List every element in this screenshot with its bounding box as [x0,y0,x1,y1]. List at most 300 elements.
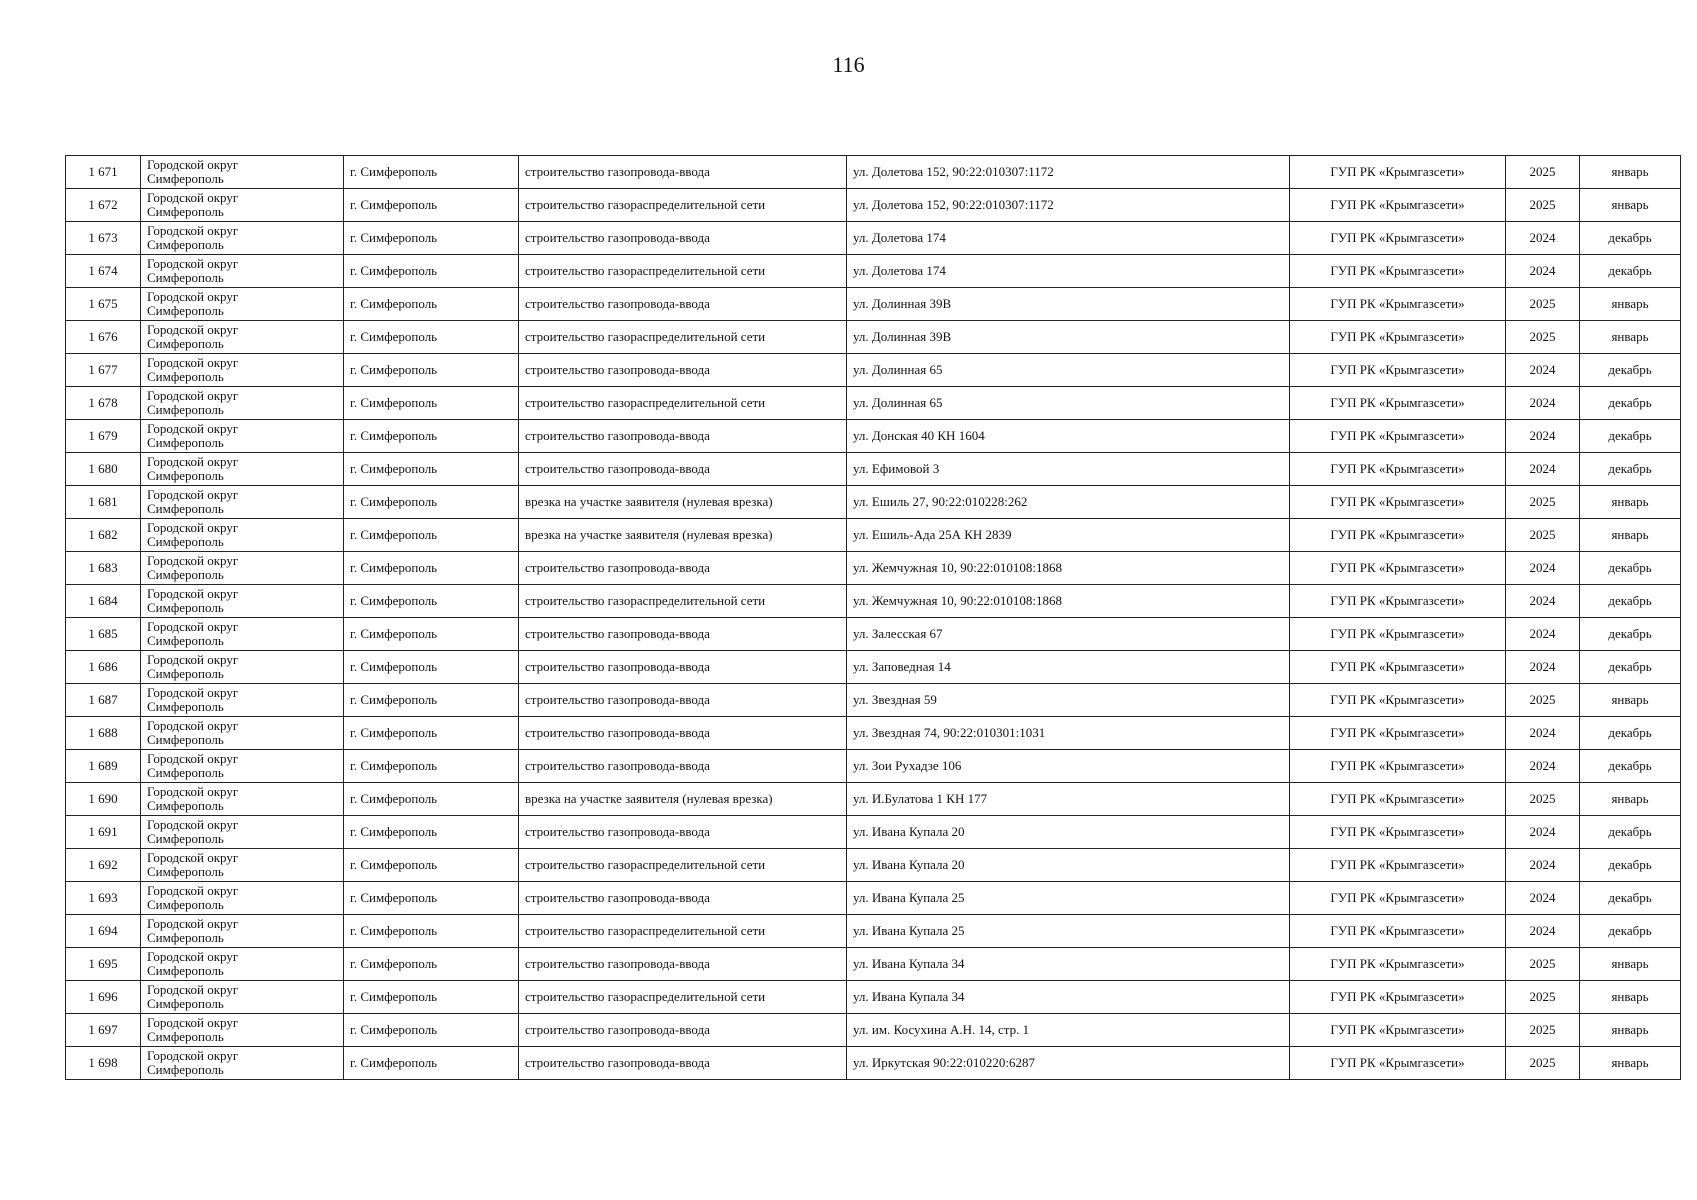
work-type-cell: строительство газопровода-ввода [519,750,847,783]
table-row [66,453,1681,486]
city-cell: г. Симферополь [344,915,519,948]
year-cell: 2024 [1506,420,1580,453]
work-type-cell: строительство газораспределительной сети [519,189,847,222]
row-number: 1 673 [66,222,141,255]
district-cell [141,519,344,552]
district-cell [141,321,344,354]
district-cell [141,552,344,585]
table-row [66,849,1681,882]
month-cell: декабрь [1580,387,1681,420]
year-cell: 2025 [1506,156,1580,189]
table-row [66,552,1681,585]
month-cell: декабрь [1580,552,1681,585]
year-cell: 2024 [1506,915,1580,948]
city-cell: г. Симферополь [344,882,519,915]
city-cell: г. Симферополь [344,783,519,816]
row-number: 1 689 [66,750,141,783]
row-number: 1 693 [66,882,141,915]
month-cell: январь [1580,1014,1681,1047]
organization-cell: ГУП РК «Крымгазсети» [1290,948,1506,981]
district-line: Городской округ [147,421,239,436]
city-cell: г. Симферополь [344,717,519,750]
address-cell: ул. Ивана Купала 20 [847,816,1290,849]
row-number: 1 675 [66,288,141,321]
year-cell: 2024 [1506,618,1580,651]
district-cell [141,717,344,750]
organization-cell: ГУП РК «Крымгазсети» [1290,717,1506,750]
year-cell: 2025 [1506,519,1580,552]
district-line: Симферополь [147,666,224,681]
year-cell: 2025 [1506,288,1580,321]
work-type-cell: строительство газопровода-ввода [519,354,847,387]
year-cell: 2025 [1506,189,1580,222]
organization-cell: ГУП РК «Крымгазсети» [1290,849,1506,882]
work-type-cell: строительство газораспределительной сети [519,981,847,1014]
table-row [66,717,1681,750]
district-line: Симферополь [147,600,224,615]
city-cell: г. Симферополь [344,453,519,486]
district-line: Городской округ [147,256,239,271]
table-row [66,915,1681,948]
district-line: Симферополь [147,930,224,945]
district-line: Симферополь [147,699,224,714]
district-line: Городской округ [147,784,239,799]
city-cell: г. Симферополь [344,486,519,519]
organization-cell: ГУП РК «Крымгазсети» [1290,156,1506,189]
organization-cell: ГУП РК «Крымгазсети» [1290,321,1506,354]
district-cell [141,651,344,684]
city-cell: г. Симферополь [344,387,519,420]
district-cell [141,948,344,981]
row-number: 1 692 [66,849,141,882]
address-cell: ул. Ивана Купала 20 [847,849,1290,882]
work-type-cell: строительство газопровода-ввода [519,420,847,453]
year-cell: 2024 [1506,222,1580,255]
row-number: 1 682 [66,519,141,552]
row-number: 1 694 [66,915,141,948]
year-cell: 2025 [1506,321,1580,354]
year-cell: 2024 [1506,387,1580,420]
district-line: Симферополь [147,336,224,351]
district-line: Симферополь [147,435,224,450]
city-cell: г. Симферополь [344,222,519,255]
district-line: Городской округ [147,289,239,304]
table-row [66,156,1681,189]
month-cell: декабрь [1580,585,1681,618]
district-cell [141,156,344,189]
page-number: 116 [832,52,865,77]
year-cell: 2024 [1506,750,1580,783]
address-cell: ул. Заповедная 14 [847,651,1290,684]
row-number: 1 671 [66,156,141,189]
year-cell: 2025 [1506,684,1580,717]
table-row [66,420,1681,453]
month-cell: декабрь [1580,915,1681,948]
work-type-cell: врезка на участке заявителя (нулевая врезка) [519,519,847,552]
work-type-cell: строительство газопровода-ввода [519,882,847,915]
work-type-cell: строительство газораспределительной сети [519,849,847,882]
organization-cell: ГУП РК «Крымгазсети» [1290,618,1506,651]
district-cell [141,354,344,387]
organization-cell: ГУП РК «Крымгазсети» [1290,255,1506,288]
address-cell: ул. Долетова 174 [847,222,1290,255]
row-number: 1 696 [66,981,141,1014]
work-type-cell: строительство газораспределительной сети [519,255,847,288]
organization-cell: ГУП РК «Крымгазсети» [1290,750,1506,783]
organization-cell: ГУП РК «Крымгазсети» [1290,783,1506,816]
table-row [66,618,1681,651]
month-cell: декабрь [1580,882,1681,915]
district-line: Симферополь [147,501,224,516]
address-cell: ул. Долетова 174 [847,255,1290,288]
work-type-cell: строительство газораспределительной сети [519,915,847,948]
district-line: Городской округ [147,355,239,370]
organization-cell: ГУП РК «Крымгазсети» [1290,882,1506,915]
district-line: Симферополь [147,1029,224,1044]
organization-cell: ГУП РК «Крымгазсети» [1290,486,1506,519]
table-row [66,519,1681,552]
row-number: 1 684 [66,585,141,618]
work-type-cell: строительство газораспределительной сети [519,321,847,354]
address-cell: ул. Долинная 65 [847,354,1290,387]
month-cell: декабрь [1580,255,1681,288]
organization-cell: ГУП РК «Крымгазсети» [1290,816,1506,849]
month-cell: январь [1580,948,1681,981]
city-cell: г. Симферополь [344,1014,519,1047]
row-number: 1 685 [66,618,141,651]
row-number: 1 698 [66,1047,141,1080]
district-cell [141,387,344,420]
city-cell: г. Симферополь [344,684,519,717]
district-line: Симферополь [147,204,224,219]
district-line: Городской округ [147,223,239,238]
address-cell: ул. Ивана Купала 25 [847,915,1290,948]
city-cell: г. Симферополь [344,189,519,222]
district-line: Симферополь [147,996,224,1011]
address-cell: ул. Ивана Купала 34 [847,948,1290,981]
city-cell: г. Симферополь [344,750,519,783]
district-line: Симферополь [147,468,224,483]
month-cell: декабрь [1580,222,1681,255]
year-cell: 2025 [1506,1047,1580,1080]
month-cell: январь [1580,189,1681,222]
city-cell: г. Симферополь [344,585,519,618]
row-number: 1 681 [66,486,141,519]
table-row [66,981,1681,1014]
organization-cell: ГУП РК «Крымгазсети» [1290,222,1506,255]
city-cell: г. Симферополь [344,321,519,354]
district-line: Городской округ [147,454,239,469]
city-cell: г. Симферополь [344,948,519,981]
address-cell: ул. Жемчужная 10, 90:22:010108:1868 [847,585,1290,618]
month-cell: январь [1580,288,1681,321]
work-type-cell: строительство газопровода-ввода [519,156,847,189]
table-row [66,948,1681,981]
city-cell: г. Симферополь [344,552,519,585]
table-row [66,486,1681,519]
district-line: Городской округ [147,586,239,601]
district-cell [141,882,344,915]
row-number: 1 686 [66,651,141,684]
table-row [66,783,1681,816]
table-row [66,354,1681,387]
district-line: Городской округ [147,520,239,535]
year-cell: 2024 [1506,552,1580,585]
district-line: Симферополь [147,831,224,846]
address-cell: ул. Ивана Купала 34 [847,981,1290,1014]
month-cell: декабрь [1580,717,1681,750]
year-cell: 2025 [1506,783,1580,816]
row-number: 1 697 [66,1014,141,1047]
district-cell [141,816,344,849]
work-type-cell: строительство газопровода-ввода [519,1014,847,1047]
year-cell: 2024 [1506,255,1580,288]
month-cell: декабрь [1580,816,1681,849]
table-row [66,387,1681,420]
address-cell: ул. Долетова 152, 90:22:010307:1172 [847,189,1290,222]
month-cell: январь [1580,519,1681,552]
organization-cell: ГУП РК «Крымгазсети» [1290,981,1506,1014]
table-row [66,882,1681,915]
address-cell: ул. Звездная 59 [847,684,1290,717]
district-line: Симферополь [147,237,224,252]
month-cell: декабрь [1580,420,1681,453]
district-cell [141,189,344,222]
work-type-cell: строительство газопровода-ввода [519,1047,847,1080]
address-cell: ул. Долинная 39В [847,288,1290,321]
work-type-cell: строительство газопровода-ввода [519,816,847,849]
district-line: Городской округ [147,652,239,667]
city-cell: г. Симферополь [344,519,519,552]
district-cell [141,288,344,321]
year-cell: 2024 [1506,717,1580,750]
address-cell: ул. Ешиль 27, 90:22:010228:262 [847,486,1290,519]
district-line: Симферополь [147,303,224,318]
district-line: Симферополь [147,1062,224,1077]
district-cell [141,420,344,453]
work-type-cell: строительство газопровода-ввода [519,651,847,684]
row-number: 1 680 [66,453,141,486]
organization-cell: ГУП РК «Крымгазсети» [1290,651,1506,684]
row-number: 1 679 [66,420,141,453]
row-number: 1 695 [66,948,141,981]
organization-cell: ГУП РК «Крымгазсети» [1290,1047,1506,1080]
district-line: Городской округ [147,751,239,766]
district-line: Городской округ [147,883,239,898]
row-number: 1 677 [66,354,141,387]
organization-cell: ГУП РК «Крымгазсети» [1290,420,1506,453]
table-row [66,750,1681,783]
organization-cell: ГУП РК «Крымгазсети» [1290,519,1506,552]
year-cell: 2025 [1506,948,1580,981]
address-cell: ул. Звездная 74, 90:22:010301:1031 [847,717,1290,750]
year-cell: 2024 [1506,354,1580,387]
address-cell: ул. Ешиль-Ада 25А КН 2839 [847,519,1290,552]
work-type-cell: строительство газопровода-ввода [519,222,847,255]
work-type-cell: строительство газопровода-ввода [519,684,847,717]
district-cell [141,684,344,717]
table-row [66,255,1681,288]
district-line: Городской округ [147,982,239,997]
year-cell: 2024 [1506,882,1580,915]
organization-cell: ГУП РК «Крымгазсети» [1290,387,1506,420]
table-row [66,1014,1681,1047]
year-cell: 2024 [1506,849,1580,882]
district-cell [141,618,344,651]
city-cell: г. Симферополь [344,618,519,651]
address-cell: ул. Долетова 152, 90:22:010307:1172 [847,156,1290,189]
district-cell [141,981,344,1014]
organization-cell: ГУП РК «Крымгазсети» [1290,288,1506,321]
district-cell [141,486,344,519]
organization-cell: ГУП РК «Крымгазсети» [1290,915,1506,948]
month-cell: декабрь [1580,453,1681,486]
district-cell [141,783,344,816]
city-cell: г. Симферополь [344,651,519,684]
district-line: Симферополь [147,963,224,978]
city-cell: г. Симферополь [344,816,519,849]
table-row [66,321,1681,354]
year-cell: 2024 [1506,816,1580,849]
district-line: Городской округ [147,619,239,634]
district-cell [141,750,344,783]
address-cell: ул. им. Косухина А.Н. 14, стр. 1 [847,1014,1290,1047]
district-line: Симферополь [147,765,224,780]
district-line: Городской округ [147,817,239,832]
table-row [66,222,1681,255]
row-number: 1 672 [66,189,141,222]
district-line: Симферополь [147,798,224,813]
address-cell: ул. Долинная 39В [847,321,1290,354]
district-line: Городской округ [147,322,239,337]
month-cell: январь [1580,321,1681,354]
work-type-cell: строительство газопровода-ввода [519,453,847,486]
address-cell: ул. Ивана Купала 25 [847,882,1290,915]
city-cell: г. Симферополь [344,981,519,1014]
city-cell: г. Симферополь [344,1047,519,1080]
district-cell [141,849,344,882]
work-type-cell: строительство газопровода-ввода [519,288,847,321]
work-type-cell: строительство газопровода-ввода [519,717,847,750]
district-line: Городской округ [147,850,239,865]
registry-body [66,156,1681,1080]
row-number: 1 678 [66,387,141,420]
district-cell [141,585,344,618]
address-cell: ул. Ефимовой 3 [847,453,1290,486]
district-line: Симферополь [147,567,224,582]
district-line: Городской округ [147,916,239,931]
district-line: Симферополь [147,402,224,417]
row-number: 1 676 [66,321,141,354]
table-row [66,585,1681,618]
district-line: Городской округ [147,718,239,733]
organization-cell: ГУП РК «Крымгазсети» [1290,453,1506,486]
month-cell: декабрь [1580,750,1681,783]
table-row [66,651,1681,684]
address-cell: ул. Иркутская 90:22:010220:6287 [847,1047,1290,1080]
address-cell: ул. Залесская 67 [847,618,1290,651]
district-cell [141,255,344,288]
city-cell: г. Симферополь [344,420,519,453]
year-cell: 2025 [1506,1014,1580,1047]
city-cell: г. Симферополь [344,288,519,321]
district-line: Симферополь [147,897,224,912]
month-cell: декабрь [1580,651,1681,684]
month-cell: январь [1580,783,1681,816]
year-cell: 2024 [1506,453,1580,486]
city-cell: г. Симферополь [344,156,519,189]
address-cell: ул. Долинная 65 [847,387,1290,420]
month-cell: январь [1580,156,1681,189]
organization-cell: ГУП РК «Крымгазсети» [1290,354,1506,387]
work-type-cell: строительство газораспределительной сети [519,585,847,618]
organization-cell: ГУП РК «Крымгазсети» [1290,684,1506,717]
district-line: Городской округ [147,487,239,502]
city-cell: г. Симферополь [344,354,519,387]
address-cell: ул. И.Булатова 1 КН 177 [847,783,1290,816]
district-line: Симферополь [147,534,224,549]
table-row [66,1047,1681,1080]
district-cell [141,1047,344,1080]
district-line: Симферополь [147,633,224,648]
month-cell: январь [1580,486,1681,519]
table-row [66,816,1681,849]
month-cell: январь [1580,1047,1681,1080]
row-number: 1 674 [66,255,141,288]
table-row [66,189,1681,222]
month-cell: декабрь [1580,618,1681,651]
district-line: Городской округ [147,190,239,205]
row-number: 1 691 [66,816,141,849]
district-line: Симферополь [147,864,224,879]
work-type-cell: врезка на участке заявителя (нулевая врезка) [519,486,847,519]
district-line: Симферополь [147,732,224,747]
organization-cell: ГУП РК «Крымгазсети» [1290,1014,1506,1047]
organization-cell: ГУП РК «Крымгазсети» [1290,585,1506,618]
row-number: 1 690 [66,783,141,816]
address-cell: ул. Жемчужная 10, 90:22:010108:1868 [847,552,1290,585]
work-type-cell: строительство газораспределительной сети [519,387,847,420]
address-cell: ул. Донская 40 КН 1604 [847,420,1290,453]
district-line: Городской округ [147,157,239,172]
district-line: Симферополь [147,171,224,186]
district-line: Городской округ [147,1048,239,1063]
work-type-cell: строительство газопровода-ввода [519,552,847,585]
district-line: Городской округ [147,553,239,568]
district-cell [141,453,344,486]
district-line: Симферополь [147,270,224,285]
district-line: Городской округ [147,685,239,700]
district-cell [141,1014,344,1047]
year-cell: 2024 [1506,585,1580,618]
row-number: 1 683 [66,552,141,585]
district-line: Городской округ [147,949,239,964]
month-cell: декабрь [1580,354,1681,387]
month-cell: январь [1580,684,1681,717]
month-cell: декабрь [1580,849,1681,882]
year-cell: 2024 [1506,651,1580,684]
district-line: Городской округ [147,388,239,403]
table-row [66,288,1681,321]
district-cell [141,222,344,255]
row-number: 1 687 [66,684,141,717]
work-type-cell: строительство газопровода-ввода [519,618,847,651]
row-number: 1 688 [66,717,141,750]
city-cell: г. Симферополь [344,255,519,288]
city-cell: г. Симферополь [344,849,519,882]
year-cell: 2025 [1506,486,1580,519]
district-line: Симферополь [147,369,224,384]
